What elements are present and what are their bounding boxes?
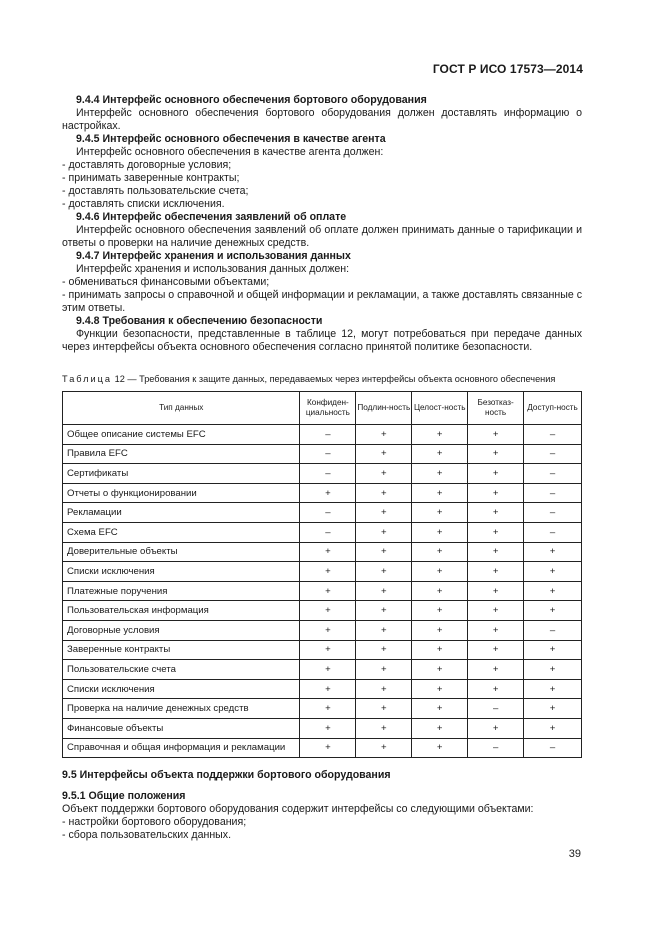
paragraph: Интерфейс основного обеспечения в качестве агента должен: xyxy=(76,146,384,158)
header-confidentiality: Конфиден-циальность xyxy=(300,392,356,425)
table-cell-value: + xyxy=(356,660,412,680)
table-cell-value: – xyxy=(524,464,582,484)
table-cell-value: + xyxy=(524,660,582,680)
table-cell-value: + xyxy=(356,542,412,562)
table-cell-value: + xyxy=(356,483,412,503)
list-item: - доставлять пользовательские счета; xyxy=(62,185,249,197)
table-cell-value: – xyxy=(300,503,356,523)
table-cell-value: + xyxy=(356,738,412,758)
table-cell-value: – xyxy=(300,522,356,542)
table-cell-value: + xyxy=(524,562,582,582)
list-item: - доставлять списки исключения. xyxy=(62,198,225,210)
paragraph: - принимать запросы о справочной и общей информации и рекламации, а также доставлять связанные с этим ответы. xyxy=(62,289,582,314)
list-item: - сбора пользовательских данных. xyxy=(62,829,232,841)
table-caption xyxy=(62,374,598,384)
table-row xyxy=(63,522,582,542)
security-requirements-table xyxy=(62,391,582,758)
body-text xyxy=(62,94,582,354)
table-cell-type: Платежные поручения xyxy=(63,581,300,601)
table-cell-value: – xyxy=(524,738,582,758)
table-row xyxy=(63,718,582,738)
table-cell-value: + xyxy=(412,464,468,484)
header-non-repudiation: Безотказ-ность xyxy=(468,392,524,425)
table-cell-value: + xyxy=(468,425,524,445)
table-cell-value: – xyxy=(300,444,356,464)
header-integrity: Целост-ность xyxy=(412,392,468,425)
table-cell-value: – xyxy=(524,425,582,445)
table-cell-value: + xyxy=(412,640,468,660)
table-cell-value: + xyxy=(412,522,468,542)
subsection-heading: 9.5.1 Общие положения xyxy=(62,790,186,802)
table-cell-value: + xyxy=(412,581,468,601)
table-cell-value: + xyxy=(468,464,524,484)
table-cell-value: + xyxy=(300,542,356,562)
table-cell-type: Отчеты о функционировании xyxy=(63,483,300,503)
table-cell-value: + xyxy=(300,620,356,640)
table-cell-type: Справочная и общая информация и рекламации xyxy=(63,738,300,758)
table-cell-value: + xyxy=(412,718,468,738)
table-cell-type: Пользовательские счета xyxy=(63,660,300,680)
table-cell-value: + xyxy=(468,581,524,601)
table-cell-value: + xyxy=(468,718,524,738)
header-data-type: Тип данных xyxy=(63,392,300,425)
section-heading: 9.4.6 Интерфейс обеспечения заявлений об оплате xyxy=(76,211,347,223)
table-row xyxy=(63,601,582,621)
table-row xyxy=(63,562,582,582)
table-cell-value: + xyxy=(300,562,356,582)
header-authenticity: Подлин-ность xyxy=(356,392,412,425)
table-cell-value: + xyxy=(412,601,468,621)
table-cell-value: + xyxy=(356,620,412,640)
table-cell-value: + xyxy=(412,738,468,758)
header-availability: Доступ-ность xyxy=(524,392,582,425)
table-cell-value: + xyxy=(412,679,468,699)
table-cell-value: + xyxy=(300,483,356,503)
table-cell-value: + xyxy=(356,522,412,542)
table-cell-type: Заверенные контракты xyxy=(63,640,300,660)
list-item: - доставлять договорные условия; xyxy=(62,159,232,171)
table-row xyxy=(63,679,582,699)
table-row xyxy=(63,483,582,503)
table-cell-value: + xyxy=(300,581,356,601)
table-cell-value: + xyxy=(356,718,412,738)
list-item: - принимать заверенные контракты; xyxy=(62,172,240,184)
table-cell-value: + xyxy=(524,581,582,601)
table-row xyxy=(63,542,582,562)
table-row xyxy=(63,503,582,523)
table-cell-value: – xyxy=(524,503,582,523)
table-cell-value: + xyxy=(524,640,582,660)
table-cell-value: + xyxy=(412,542,468,562)
table-cell-value: + xyxy=(468,679,524,699)
table-cell-type: Правила EFC xyxy=(63,444,300,464)
table-cell-value: + xyxy=(356,444,412,464)
paragraph: Интерфейс основного обеспечения бортового оборудования должен доставлять информацию о настройках. xyxy=(62,107,582,132)
table-cell-value: + xyxy=(412,620,468,640)
table-body xyxy=(63,425,582,758)
page-number: 39 xyxy=(568,848,581,860)
table-cell-value: + xyxy=(468,660,524,680)
table-cell-type: Рекламации xyxy=(63,503,300,523)
table-cell-value: – xyxy=(300,425,356,445)
table-cell-value: + xyxy=(356,679,412,699)
table-cell-value: + xyxy=(468,522,524,542)
table-cell-value: + xyxy=(300,601,356,621)
section-heading: 9.5 Интерфейсы объекта поддержки бортового оборудования xyxy=(62,769,391,781)
section-heading: 9.4.5 Интерфейс основного обеспечения в качестве агента xyxy=(76,133,386,145)
table-cell-value: + xyxy=(468,562,524,582)
table-cell-value: – xyxy=(468,738,524,758)
table-cell-value: + xyxy=(300,699,356,719)
document-header: ГОСТ Р ИСО 17573—2014 xyxy=(432,62,583,76)
table-cell-type: Схема EFC xyxy=(63,522,300,542)
list-item: - обмениваться финансовыми объектами; xyxy=(62,276,270,288)
table-cell-value: + xyxy=(300,640,356,660)
table-cell-value: + xyxy=(356,601,412,621)
table-cell-value: + xyxy=(300,679,356,699)
paragraph: Интерфейс основного обеспечения заявлений об оплате должен принимать данные о тарификации и ответы о проверки на наличие денежных средств. xyxy=(62,224,582,249)
table-cell-value: + xyxy=(300,738,356,758)
table-cell-value: + xyxy=(412,425,468,445)
table-cell-value: + xyxy=(356,464,412,484)
table-cell-value: – xyxy=(300,464,356,484)
table-row xyxy=(63,464,582,484)
table-cell-value: + xyxy=(356,581,412,601)
section-heading: 9.4.8 Требования к обеспечению безопасности xyxy=(76,315,323,327)
table-cell-value: + xyxy=(356,699,412,719)
table-cell-type: Финансовые объекты xyxy=(63,718,300,738)
table-cell-type: Сертификаты xyxy=(63,464,300,484)
paragraph: Функции безопасности, представленные в таблице 12, могут потребоваться при передаче данных через интерфейсы объекта основного обеспечения согласно принятой политике безопасности. xyxy=(62,328,582,353)
table-cell-value: + xyxy=(412,660,468,680)
table-cell-value: + xyxy=(524,542,582,562)
table-cell-value: + xyxy=(468,601,524,621)
table-cell-value: + xyxy=(524,601,582,621)
table-row xyxy=(63,425,582,445)
table-cell-type: Списки исключения xyxy=(63,679,300,699)
table-cell-value: + xyxy=(468,444,524,464)
table-cell-value: – xyxy=(524,483,582,503)
table-cell-value: + xyxy=(412,503,468,523)
table-row xyxy=(63,620,582,640)
table-row xyxy=(63,699,582,719)
table-cell-value: + xyxy=(412,483,468,503)
table-cell-value: + xyxy=(468,542,524,562)
table-cell-value: + xyxy=(356,503,412,523)
section-heading: 9.4.4 Интерфейс основного обеспечения бортового оборудования xyxy=(76,94,427,106)
table-cell-value: + xyxy=(524,679,582,699)
table-row xyxy=(63,738,582,758)
table-cell-value: + xyxy=(356,640,412,660)
table-cell-value: + xyxy=(412,699,468,719)
paragraph: Интерфейс хранения и использования данных должен: xyxy=(76,263,350,275)
table-cell-value: + xyxy=(412,444,468,464)
table-cell-value: + xyxy=(468,483,524,503)
table-header-row xyxy=(63,392,582,425)
table-cell-type: Пользовательская информация xyxy=(63,601,300,621)
table-cell-value: + xyxy=(524,718,582,738)
section-9-5 xyxy=(62,769,582,842)
table-cell-value: – xyxy=(524,522,582,542)
table-caption-label: Таблица xyxy=(62,374,113,384)
table-cell-value: + xyxy=(300,660,356,680)
table-cell-value: – xyxy=(524,620,582,640)
table-cell-value: + xyxy=(412,562,468,582)
table-cell-value: + xyxy=(468,503,524,523)
table-caption-text: 12 — Требования к защите данных, передаваемых через интерфейсы объекта основного обеспечения xyxy=(112,374,556,384)
table-cell-value: + xyxy=(300,718,356,738)
table-cell-value: – xyxy=(524,444,582,464)
table-cell-type: Доверительные объекты xyxy=(63,542,300,562)
table-cell-value: + xyxy=(468,620,524,640)
section-heading: 9.4.7 Интерфейс хранения и использования данных xyxy=(76,250,351,262)
table-row xyxy=(63,640,582,660)
table-row xyxy=(63,444,582,464)
table-cell-value: + xyxy=(356,562,412,582)
table-cell-value: + xyxy=(468,640,524,660)
table-row xyxy=(63,581,582,601)
table-cell-value: + xyxy=(524,699,582,719)
table-cell-type: Договорные условия xyxy=(63,620,300,640)
table-cell-value: + xyxy=(356,425,412,445)
table-cell-type: Проверка на наличие денежных средств xyxy=(63,699,300,719)
table-cell-value: – xyxy=(468,699,524,719)
table-cell-type: Общее описание системы EFC xyxy=(63,425,300,445)
table-cell-type: Списки исключения xyxy=(63,562,300,582)
list-item: - настройки бортового оборудования; xyxy=(62,816,247,828)
paragraph: Объект поддержки бортового оборудования содержит интерфейсы со следующими объектами: xyxy=(62,803,534,815)
table-row xyxy=(63,660,582,680)
